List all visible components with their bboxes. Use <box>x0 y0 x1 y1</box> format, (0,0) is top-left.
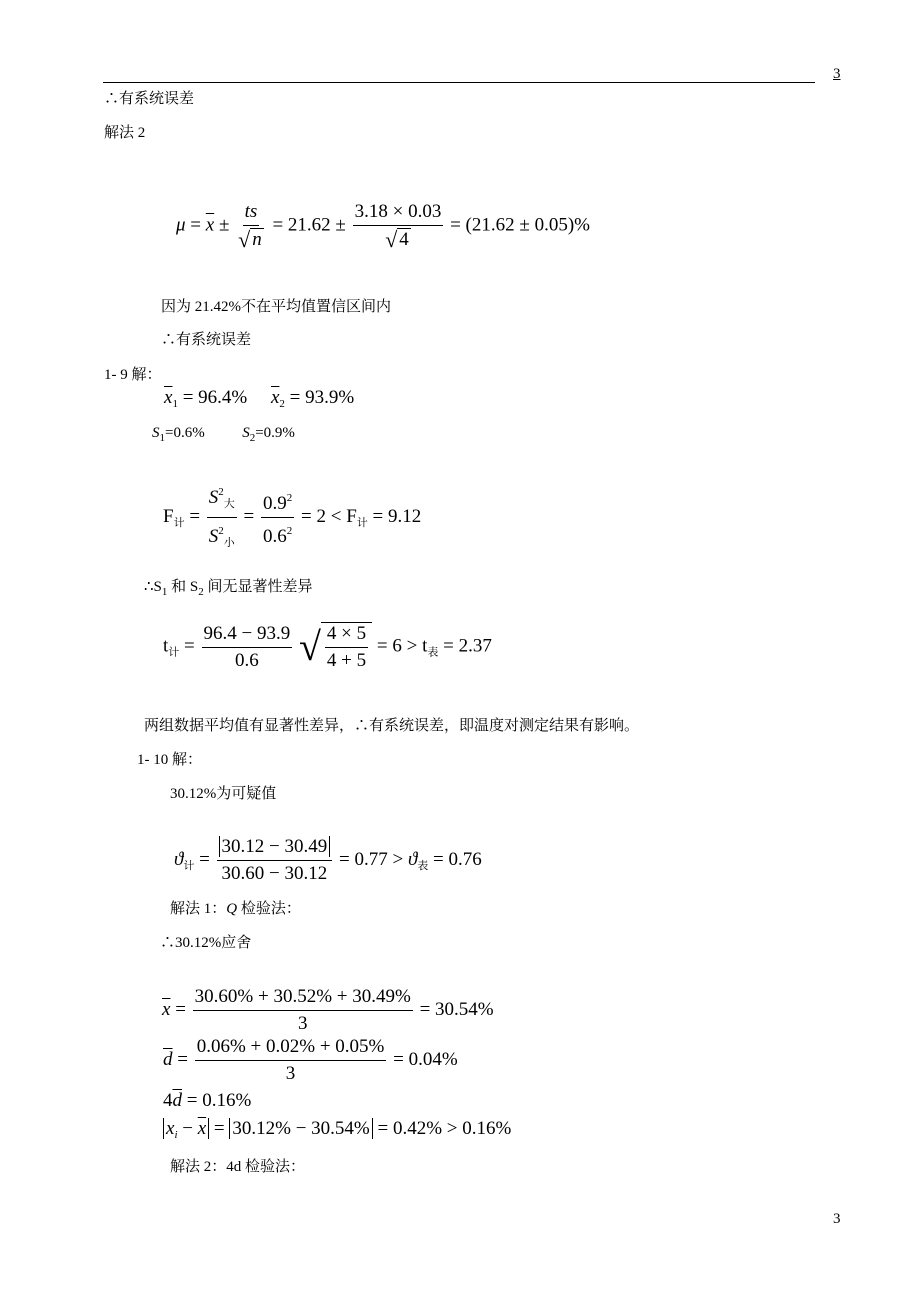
footer-page-number: 3 <box>833 1211 841 1227</box>
header-page-number: 3 <box>833 66 841 82</box>
line-reject-value: ∴30.12%应舍 <box>160 935 252 951</box>
header-rule <box>103 82 815 83</box>
equation-confidence-interval: $\mu = \overline{x}$ ± ts √ n = 21.62 ± 3.18 × 0.03 √ 4 = (21.62 ± 0.05)% <box>176 201 590 252</box>
equation-deviation: $x_i - \overline{x} = 30.12\% - 30.54\% = 0.42\% > 0.16\%$ <box>163 1118 511 1146</box>
equation-means: $\overline{x}_1 = 96.4\%$ $\overline{x}_2 = 93.9\%$ <box>164 387 355 410</box>
line-d4-test-label: 解法 2：4d 检验法： <box>170 1159 306 1175</box>
equation-q-test: $ϑ_计$ = $\frac{30.12 - 30.49}{30.60 - 30.12}$ = $0.77 > ϑ_表 = 0.76$ <box>174 836 482 884</box>
line-suspicious-value: 30.12%为可疑值 <box>170 786 277 802</box>
line-therefore-systematic-1: ∴有系统误差 <box>104 91 195 107</box>
line-problem-1-10: 1- 10 解： <box>137 752 202 768</box>
equation-mean-3: $\overline{x}$ = $\frac{30.60\% + 30.52\% + 30.49\%}{3}$ = 30.54% <box>162 986 494 1034</box>
line-because-not-in-interval: 因为 21.42%不在平均值置信区间内 <box>161 299 391 315</box>
equation-four-d: $4\overline{d} = 0.16\%$ <box>163 1090 252 1111</box>
equation-f-test: $F_计$ = $\frac{S^2_大}{S^2_小}$ = $\frac{0.9^2}{0.6^2}$ = $2 < F_计 = 9.12$ <box>163 481 421 554</box>
line-problem-1-9: 1- 9 解： <box>104 367 162 383</box>
equation-avg-dev: $\overline{d}$ = $\frac{0.06\% + 0.02\% + 0.05\%}{3}$ = 0.04% <box>163 1036 458 1084</box>
line-q-test-label: 解法 1：Q 检验法： <box>170 901 301 917</box>
line-therefore-systematic-2: ∴有系统误差 <box>161 332 252 348</box>
line-no-significant-diff: $\therefore S_1$ 和 $S_2$ 间无显著性差异 <box>144 579 313 598</box>
line-conclusion-1-9: 两组数据平均值有显著性差异，∴有系统误差，即温度对测定结果有影响。 <box>144 718 640 734</box>
line-method2: 解法 2 <box>104 125 146 141</box>
equation-t-test: $t_计$ = $\frac{96.4 - 93.9}{0.6}$ √ $\frac{4 \times 5}{4 + 5}$ = $6 > t_表 = 2.37$ <box>163 622 492 671</box>
line-s-values: $S_1=0.6\%$ $S_2=0.9\%$ <box>152 425 295 444</box>
